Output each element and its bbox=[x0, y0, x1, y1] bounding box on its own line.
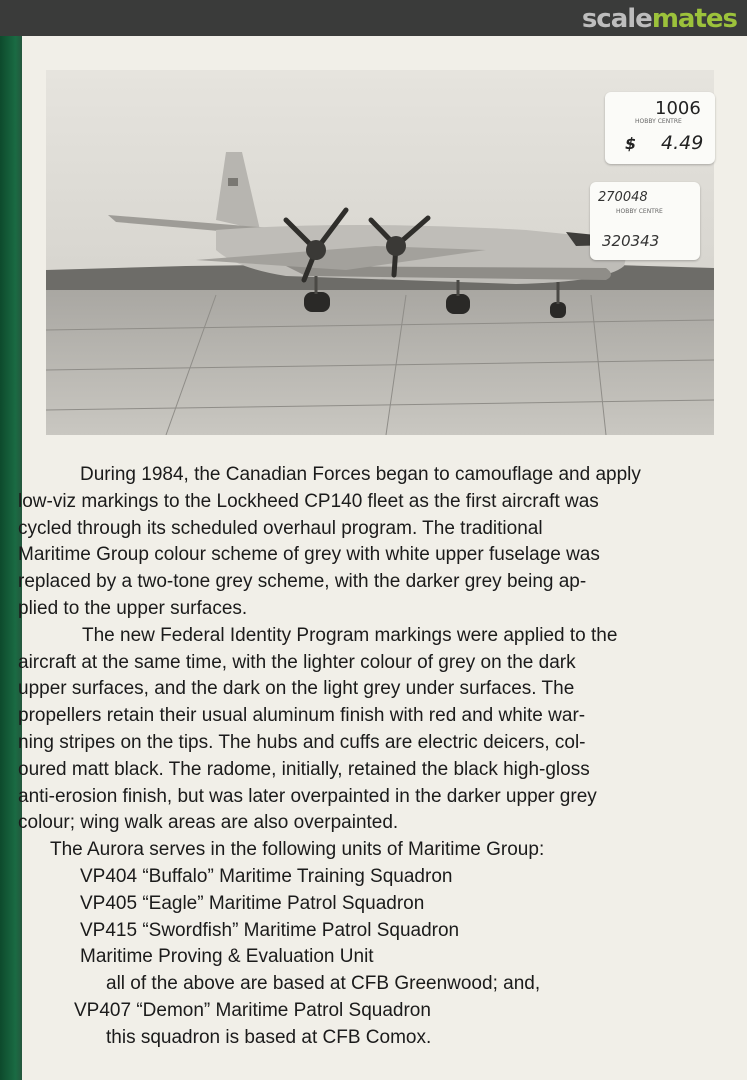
scalemates-watermark: scalemates bbox=[581, 4, 737, 34]
price-sticker bbox=[605, 92, 715, 164]
text-line: The new Federal Identity Program markings were applied to the bbox=[82, 624, 618, 646]
stock-sticker bbox=[590, 182, 700, 260]
text-line: ning stripes on the tips. The hubs and cuffs are electric deicers, col- bbox=[18, 731, 586, 753]
text-line: aircraft at the same time, with the lighter colour of grey on the dark bbox=[18, 651, 576, 673]
text-line: plied to the upper surfaces. bbox=[18, 597, 248, 619]
text-line: Maritime Group colour scheme of grey with white upper fuselage was bbox=[18, 544, 600, 566]
unit-item: Maritime Proving & Evaluation Unit bbox=[80, 946, 374, 968]
text-line: colour; wing walk areas are also overpainted. bbox=[18, 812, 399, 834]
text-line: upper surfaces, and the dark on the light grey under surfaces. The bbox=[18, 678, 575, 700]
unit-item: VP404 “Buffalo” Maritime Training Squadron bbox=[80, 865, 453, 887]
price-value: 4.49 bbox=[661, 132, 704, 154]
text-line: The Aurora serves in the following units of Maritime Group: bbox=[50, 839, 545, 861]
text-line: anti-erosion finish, but was later overpainted in the darker upper grey bbox=[18, 785, 597, 807]
unit-item: VP415 “Swordfish” Maritime Patrol Squadron bbox=[80, 919, 460, 941]
text-line: replaced by a two-tone grey scheme, with the darker grey being ap- bbox=[18, 571, 587, 593]
stock-sticker-number: 320343 bbox=[602, 232, 660, 250]
stock-sticker-code: 270048 bbox=[598, 190, 648, 205]
text-line: During 1984, the Canadian Forces began to camouflage and apply bbox=[80, 464, 641, 485]
price-sticker-store: HOBBY CENTRE bbox=[635, 118, 682, 125]
text-line: propellers retain their usual aluminum finish with red and white war- bbox=[18, 705, 586, 727]
top-bar bbox=[0, 0, 747, 36]
unit-item: VP407 “Demon” Maritime Patrol Squadron bbox=[74, 999, 431, 1021]
text-line: oured matt black. The radome, initially, retained the black high-gloss bbox=[18, 758, 590, 780]
text-line: this squadron is based at CFB Comox. bbox=[106, 1026, 432, 1048]
text-line: cycled through its scheduled overhaul program. The traditional bbox=[18, 517, 543, 539]
stock-sticker-store: HOBBY CENTRE bbox=[616, 208, 663, 215]
price-sticker-code: 1006 bbox=[655, 98, 701, 119]
price-currency: $ bbox=[625, 134, 637, 153]
article-text bbox=[18, 462, 736, 1052]
text-line: low-viz markings to the Lockheed CP140 fleet as the first aircraft was bbox=[18, 490, 599, 512]
unit-item: VP405 “Eagle” Maritime Patrol Squadron bbox=[80, 892, 425, 914]
text-line: all of the above are based at CFB Greenwood; and, bbox=[106, 973, 541, 995]
